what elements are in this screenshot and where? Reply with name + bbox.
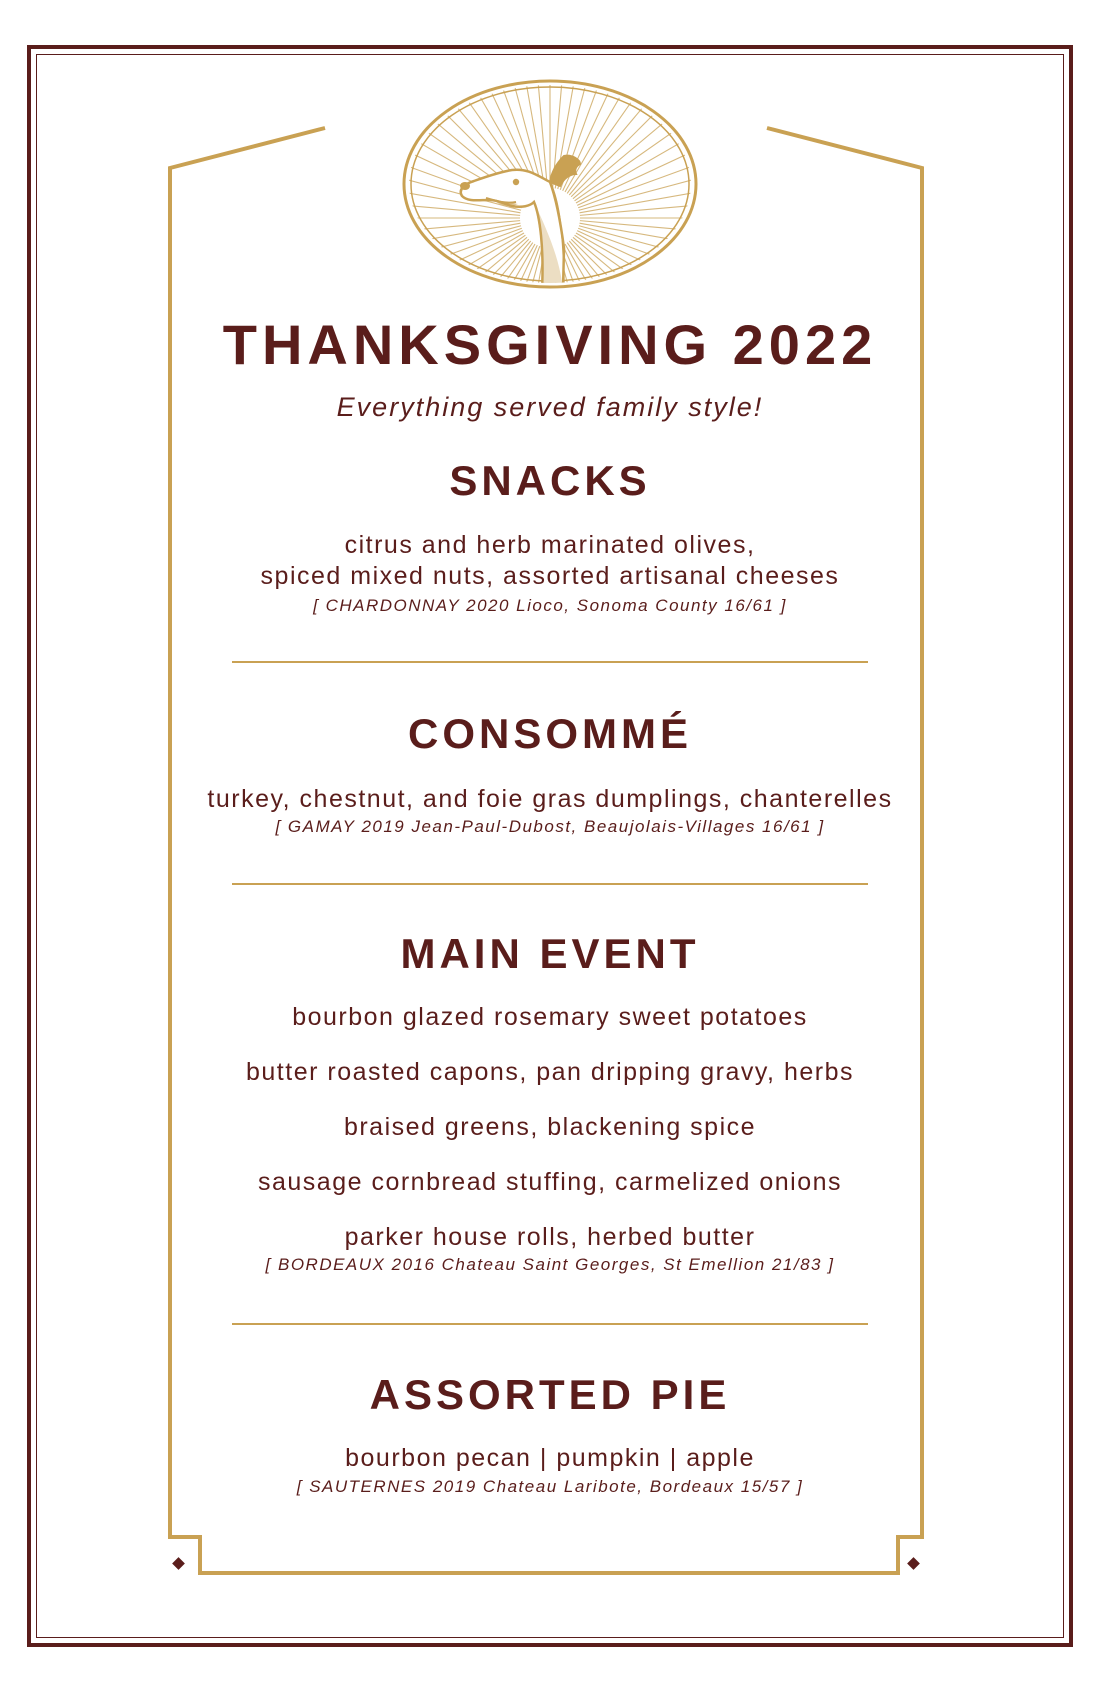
dish-item: sausage cornbread stuffing, carmelized onions — [257, 1168, 843, 1196]
wine-pairing: [ SAUTERNES 2019 Chateau Laribote, Bordeaux 15/57 ] — [296, 1477, 804, 1496]
dish-item: turkey, chestnut, and foie gras dumplings, chanterelles — [207, 785, 893, 813]
page-title: THANKSGIVING 2022 — [222, 313, 878, 376]
section-divider — [232, 661, 868, 663]
section-heading-assorted-pie: ASSORTED PIE — [369, 1371, 731, 1418]
section-divider — [232, 1323, 868, 1325]
dish-item: citrus and herb marinated olives, — [344, 531, 756, 559]
dish-item: butter roasted capons, pan dripping gravy, herbs — [246, 1058, 854, 1086]
dish-item: spiced mixed nuts, assorted artisanal cheeses — [260, 562, 840, 590]
dish-item: braised greens, blackening spice — [343, 1113, 757, 1141]
section-heading-snacks: SNACKS — [449, 457, 651, 504]
wine-pairing: [ BORDEAUX 2016 Chateau Saint Georges, St Emellion 21/83 ] — [265, 1255, 835, 1274]
greyhound-head-icon — [400, 78, 700, 290]
section-heading-consomme: CONSOMMÉ — [408, 710, 692, 757]
wine-pairing: [ CHARDONNAY 2020 Lioco, Sonoma County 16/61 ] — [313, 596, 787, 615]
page-subtitle: Everything served family style! — [336, 392, 764, 422]
dish-item: bourbon glazed rosemary sweet potatoes — [292, 1003, 808, 1031]
dish-item: bourbon pecan | pumpkin | apple — [345, 1444, 755, 1472]
section-heading-main-event: MAIN EVENT — [400, 930, 700, 977]
dish-item: parker house rolls, herbed butter — [344, 1223, 756, 1251]
wine-pairing: [ GAMAY 2019 Jean-Paul-Dubost, Beaujolais-Villages 16/61 ] — [275, 817, 825, 836]
section-divider — [232, 883, 868, 885]
menu-content — [170, 0, 930, 1700]
